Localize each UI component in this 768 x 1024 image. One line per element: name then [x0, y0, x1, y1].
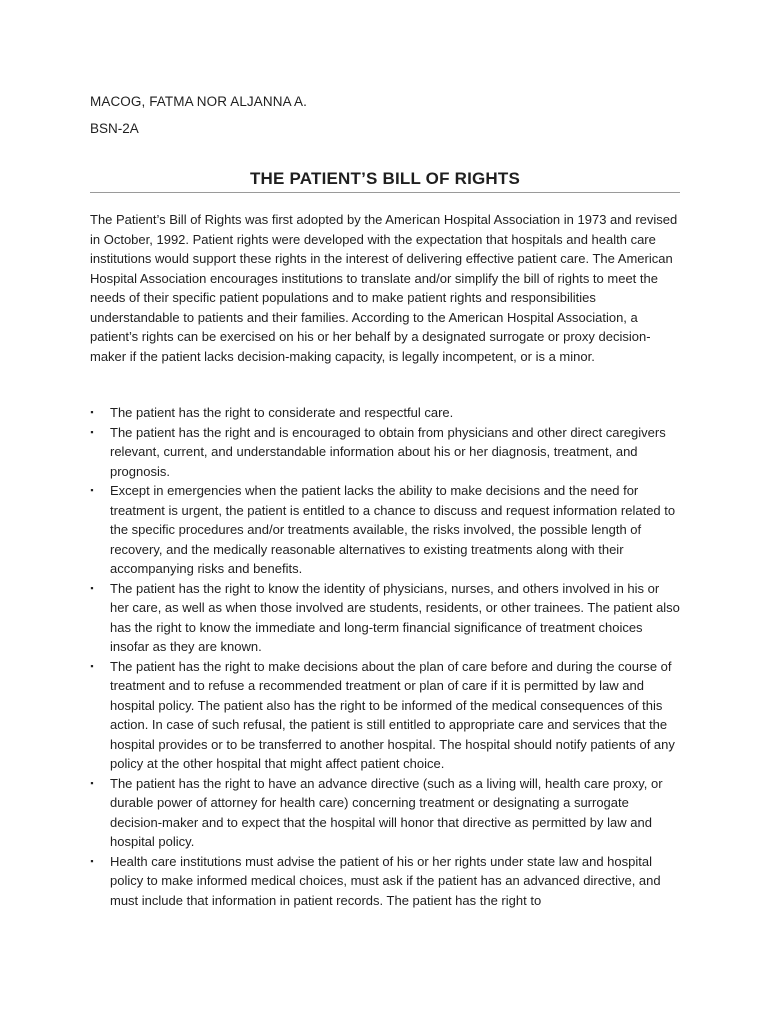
bullet-icon: ▪: [90, 426, 94, 437]
list-item-text: Health care institutions must advise the patient of his or her rights under state law and hospital policy to make informed medical choices, must ask if the patient has an advanced directive, and must include that information in patient records. The patient has the right to: [110, 853, 661, 908]
list-item-text: The patient has the right to know the identity of physicians, nurses, and others involved in his or her care, as well as when those involved are students, residents, or other trainees. The patient also has the right to know the immediate and long-term financial significance of treatment choices insofar as they are known.: [110, 580, 680, 654]
bullet-icon: ▪: [90, 582, 94, 593]
section-label: BSN-2A: [90, 121, 139, 136]
list-item-text: The patient has the right and is encouraged to obtain from physicians and other direct caregivers relevant, current, and understandable information about his or her diagnosis, treatment, and prognosis.: [110, 424, 666, 479]
list-item-text: The patient has the right to make decisions about the plan of care before and during the course of treatment and to refuse a recommended treatment or plan of care if it is permitted by law and hospital policy. The patient also has the right to be informed of the medical consequences of this action. In case of such refusal, the patient is still entitled to appropriate care and services that the hospital provides or to be transferred to another hospital. The hospital should notify patients of any policy at the other hospital that might affect patient choice.: [110, 658, 675, 771]
list-item-text: Except in emergencies when the patient lacks the ability to make decisions and the need for treatment is urgent, the patient is entitled to a chance to discuss and request information related to the specific procedures and/or treatments available, the risks involved, the possible length of recovery, and the medically reasonable alternatives to existing treatments along with their accompanying risks and benefits.: [110, 483, 676, 576]
list-item: [90, 423, 680, 482]
rights-list: [90, 403, 680, 910]
bullet-icon: ▪: [90, 485, 94, 495]
intro-paragraph: The Patient’s Bill of Rights was first adopted by the American Hospital Association in 1973 and revised in October, 1992. Patient rights were developed with the expectation that hospitals and health care institutions would support these rights in the interest of delivering effective patient care. The American Hospital Association encourages institutions to translate and/or simplify the bill of rights to meet the needs of their specific patient populations and to make patient rights and responsibilities understandable to patients and their families. According to the American Hospital Association, a patient’s rights can be exercised on his or her behalf by a designated surrogate or proxy decision-maker if the patient lacks decision-making capacity, is legally incompetent, or is a minor.: [90, 212, 678, 364]
bullet-icon: ▪: [90, 660, 94, 671]
list-item-text: The patient has the right to have an advance directive (such as a living will, health care proxy, or durable power of attorney for health care) concerning treatment or designating a surrogate decision-maker and to expect that the hospital will honor that directive as permitted by law and hospital policy.: [110, 775, 663, 849]
bullet-icon: ▪: [90, 777, 94, 788]
list-item: [90, 657, 680, 774]
list-item: [90, 579, 680, 657]
bullet-icon: ▪: [90, 407, 94, 417]
list-item-text: The patient has the right to considerate and respectful care.: [110, 405, 454, 420]
title-divider: [90, 192, 680, 193]
list-item: [90, 403, 680, 423]
list-item: [90, 481, 680, 579]
list-item: [90, 774, 680, 852]
document-title: THE PATIENT’S BILL OF RIGHTS: [249, 169, 521, 188]
bullet-icon: ▪: [90, 855, 94, 866]
author-name: MACOG, FATMA NOR ALJANNA A.: [90, 94, 307, 109]
list-item: [90, 852, 680, 911]
